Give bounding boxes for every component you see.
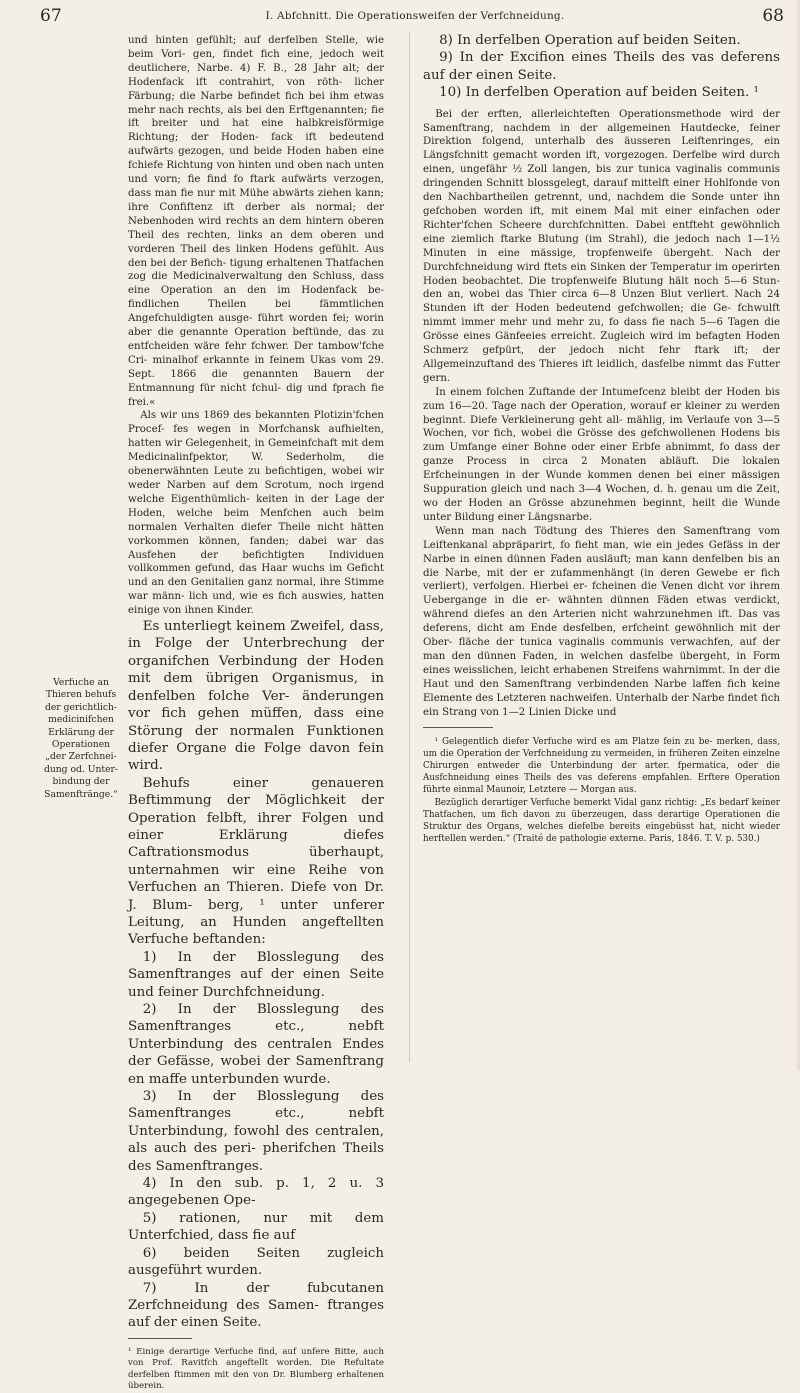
right-footnote-paragraph-1: ¹ Gelegentlich diefer Verfuche wird es am Platze fein zu be- merken, dass, um die Operation der Verfchneidung zu vermeiden, in früheren Zeiten einzelne Chirurgen entweder die Unterbindung der arter. fpermatica, oder die Ausfchneidung eines Theils des vas deferens empfahlen. Erftere Operation führte einmal Maunoir, Letztere — Morgan aus. bbox=[423, 736, 780, 796]
left-column bbox=[128, 34, 384, 1392]
margin-note-line: dung od. Unter- bbox=[43, 763, 119, 775]
large-type-block bbox=[128, 618, 384, 1332]
experiment-item-9: 9) In der Excifion eines Theils des vas deferens auf der einen Seite. bbox=[423, 50, 780, 83]
left-paragraph-3: Es unterliegt keinem Zweifel, dass, in Folge der Unterbrechung der organifchen Verbindung der Hoden mit dem übrigen Organismus, in denfelben folche Ver- änderungen vor fich gehen müffen, dass eine Störung der normalen Funktionen diefer Organe die Folge davon fein wird. bbox=[128, 619, 384, 774]
experiment-item-8: 8) In derfelben Operation auf beiden Seiten. bbox=[439, 33, 741, 48]
right-column bbox=[423, 32, 780, 1066]
right-footnote-paragraph-2: Bezüglich derartiger Verfuche bemerkt Vidal ganz richtig: „Es bedarf keiner Thatfachen, um fich davon zu überzeugen, dass derartige Operationen die Struktur des Organs, welches diefelbe bereits eingebüsst hat, nicht wieder herftellen werden.“ (Traité de pathologie externe. Paris, 1846. T. V. p. 530.) bbox=[423, 797, 780, 845]
footnote-separator bbox=[128, 1338, 192, 1339]
right-large-type-block bbox=[423, 32, 780, 102]
margin-note-line: Thieren behufs bbox=[45, 689, 117, 701]
margin-note-line: medicinifchen bbox=[48, 714, 114, 726]
right-paragraph-3: Wenn man nach Tödtung des Thieres den Samenftrang vom Leiftenkanal abpräparirt, fo fieht man, wie ein jedes Gefäss in der Narbe in einen dünnen Faden ausläuft; man kann denfelben bis an die Narbe, mit der er zufammenhängt (in deren Gewebe er fich verliert), verfolgen. Hierbei er- fcheinen die Venen dicht vor ihrem Uebergange in die er- wähnten dünnen Fäden etwas verdickt, während diefes an den Arterien nicht wahrzunehmen ift. Das vas deferens, dicht am Ende desfelben, erfcheint gewöhnlich mit der Ober- fläche der tunica vaginalis communis verwachfen, auf der man den dünnen Faden, in welchen dasfelbe übergeht, in Form eines weisslichen, leicht erhabenen Streifens wahrnimmt. In der die Haut und den Samenftrang verbindenden Narbe laffen fich keine Elemente des Letzteren nachweifen. Unterhalb der Narbe findet fich ein Strang von 1—2 Linien Dicke und bbox=[423, 525, 780, 718]
margin-note bbox=[40, 677, 122, 801]
experiment-item-5: 5) rationen, nur mit dem Unterfchied, dass fie auf bbox=[128, 1210, 384, 1244]
page-edge-shadow bbox=[794, 0, 800, 1071]
margin-note-line: Samenftränge.“ bbox=[44, 788, 118, 800]
running-header bbox=[40, 4, 790, 30]
running-title: I. Abfchnitt. Die Operationsweifen der Verfchneidung. bbox=[265, 10, 565, 22]
margin-note-line: „der Zerfchnei- bbox=[45, 751, 117, 763]
experiment-list bbox=[128, 949, 384, 1332]
margin-note-line: Erklärung der bbox=[48, 726, 114, 738]
margin-note-line: Operationen bbox=[51, 739, 111, 751]
left-paragraph-1: und hinten gefühlt; auf derfelben Stelle, wie beim Vori- gen, findet fich eine, jedoch weit deutlichere, Narbe. 4) F. B., 28 Jahr alt; der Hodenfack ift contrahirt, von röth- licher Färbung; die Narbe befindet fich bei ihm etwas mehr nach rechts, als bei den Erftgenannten; fie ift breiter und hat eine halbkreisförmige Richtung; der Hoden- fack ift bedeutend aufwärts gezogen, und beide Hoden haben eine fchiefe Richtung von hinten und oben nach unten und vorn; fie find fo ftark aufwärts verzogen, dass man fie nur mit Mühe abwärts ziehen kann; ihre Confiftenz ift derber als normal; der Nebenhoden wird rechts an dem hintern oberen Theil des rechten, links an dem oberen und vorderen Theil des linken Hodens gefühlt. Aus den bei der Befich- tigung erhaltenen Thatfachen zog die Medicinalverwaltung den Schluss, dass eine Operation an den im Hodenfack be- findlichen Theilen bei fämmtlichen Angefchuldigten ausge- führt worden fei; worin aber die genannte Operation beftünde, das zu entfcheiden wäre fehr fchwer. Der tambow'fche Cri- minalhof erkannte in feinem Ukas vom 29. Sept. 1866 die genannten Bauern der Entmannung für nicht fchul- dig und fprach fie frei.« bbox=[128, 35, 384, 408]
left-paragraph-2: Als wir uns 1869 des bekannten Plotizin'fchen Procef- fes wegen in Morfchansk aufhielten, hatten wir Gelegenheit, in Gemeinfchaft mit dem Medicinalinfpektor, W. Sederholm, die obenerwähnten Leute zu befichtigen, wobei wir weder Narben auf dem Scrotum, noch irgend welche Eigenthümlich- keiten in der Lage der Hoden, welche beim Menfchen auch beim normalen Verhalten diefer Theile nicht hätten vorkommen können, fanden; dabei war das Ausfehen der befichtigten Individuen vollkommen gefund, das Haar wuchs im Geficht und an den Genitalien ganz normal, ihre Stimme war männ- lich und, wie es fich auswies, hatten einige von ihnen Kinder. bbox=[128, 410, 384, 617]
experiment-item-3: 3) In der Blosslegung des Samenftranges etc., nebft Unterbindung, fowohl des centralen, als auch des peri- pherifchen Theils des Samenftranges. bbox=[128, 1089, 384, 1174]
experiment-item-2: 2) In der Blosslegung des Samenftranges etc., nebft Unterbindung des centralen Endes der Gefässe, wobei der Samenftrang en maffe unterbunden wurde. bbox=[128, 1002, 384, 1087]
experiment-item-1: 1) In der Blosslegung des Samenftranges auf der einen Seite und feiner Durchfchneidung. bbox=[128, 949, 384, 1000]
left-footnote: ¹ Einige derartige Verfuche find, auf unfere Bitte, auch von Prof. Ravitfch angeftellt worden. Die Refultate derfelben ftimmen mit den von Dr. Blumberg erhaltenen überein. bbox=[128, 1346, 384, 1392]
footnote-separator bbox=[423, 727, 493, 728]
column-divider bbox=[409, 32, 410, 1062]
margin-note-line: bindung der bbox=[52, 776, 110, 788]
experiment-item-4: 4) In den sub. p. 1, 2 u. 3 angegebenen Ope- bbox=[128, 1176, 384, 1209]
margin-note-line: Verfuche an bbox=[53, 677, 109, 688]
right-paragraph-1: Bei der erften, allerleichteften Operationsmethode wird der Samenftrang, nachdem in der allgemeinen Hautdecke, feiner Direktion folgend, unterhalb des äusseren Leiftenringes, ein Längsfchnitt gemacht worden ift, vorgezogen. Derfelbe wird durch einen, ungefähr ½ Zoll langen, bis zur tunica vaginalis communis dringenden Schnitt blossgelegt, darauf mittelft einer Hohlfonde von den Nachbartheilen getrennt, und, nachdem die Sonde unter ihn gefchoben worden ift, mit einem Mal mit einer einfachen oder Richter'fchen Scheere durchfchnitten. Dabei entfteht gewöhnlich eine ziemlich ftarke Blutung (im Strahl), die jedoch nach 1—1½ Minuten in eine mässige, tropfenweife übergeht. Nach der Durchfchneidung wird ftets ein Sinken der Temperatur im operirten Hoden beobachtet. Die tropfenweife Blutung hält noch 5—6 Stun- den an, wobei das Thier circa 6—8 Unzen Blut verliert. Nach 24 Stunden ift der Hoden bedeutend gefchwollen; die Ge- fchwulft nimmt immer mehr und mehr zu, fo dass fie nach 5—6 Tagen die Grösse eines Gänfeeies erreicht. Zugleich wird im befagten Hoden Schmerz gefpürt, der jedoch nicht fehr ftark ift; der Allgemeinzuftand des Thieres ift leidlich, dasfelbe nimmt das Futter gern. bbox=[423, 108, 780, 384]
margin-note-line: der gerichtlich- bbox=[44, 701, 118, 713]
page-number-right: 68 bbox=[762, 6, 784, 26]
right-paragraph-2: In einem folchen Zuftande der Intumefcenz bleibt der Hoden bis zum 16—20. Tage nach der Operation, worauf er kleiner zu werden beginnt. Diefe Verkleinerung geht all- mählig, im Verlaufe von 3—5 Wochen, vor fich, wobei die Grösse des gefchwollenen Hodens bis zum Umfange einer Bohne oder einer Erbfe abnimmt, fo dass der ganze Process in circa 2 Monaten abläuft. Die lokalen Erfcheinungen in der Wunde kommen denen bei einer mässigen Suppuration gleich und nach 3—4 Wochen, d. h. genau um die Zeit, wo der Hoden an Grösse abzunehmen beginnt, heilt die Wunde unter Bildung einer Längsnarbe. bbox=[423, 386, 780, 523]
right-footnote bbox=[423, 736, 780, 846]
page-number-left: 67 bbox=[40, 6, 62, 26]
experiment-item-7: 7) In der fubcutanen Zerfchneidung des Samen- ftranges auf der einen Seite. bbox=[128, 1280, 384, 1331]
left-paragraph-4: Behufs einer genaueren Beftimmung der Möglichkeit der Operation felbft, ihrer Folgen und einer Erklärung diefes Caftrationsmodus überhaupt, unternahmen wir eine Reihe von Verfuchen an Thieren. Diefe von Dr. J. Blum- berg, ¹ unter unferer Leitung, an Hunden angeftellten Verfuche beftanden: bbox=[128, 775, 384, 948]
experiment-item-6: 6) beiden Seiten zugleich ausgeführt wurden. bbox=[128, 1245, 384, 1279]
experiment-item-10: 10) In derfelben Operation auf beiden Seiten. ¹ bbox=[439, 85, 759, 101]
